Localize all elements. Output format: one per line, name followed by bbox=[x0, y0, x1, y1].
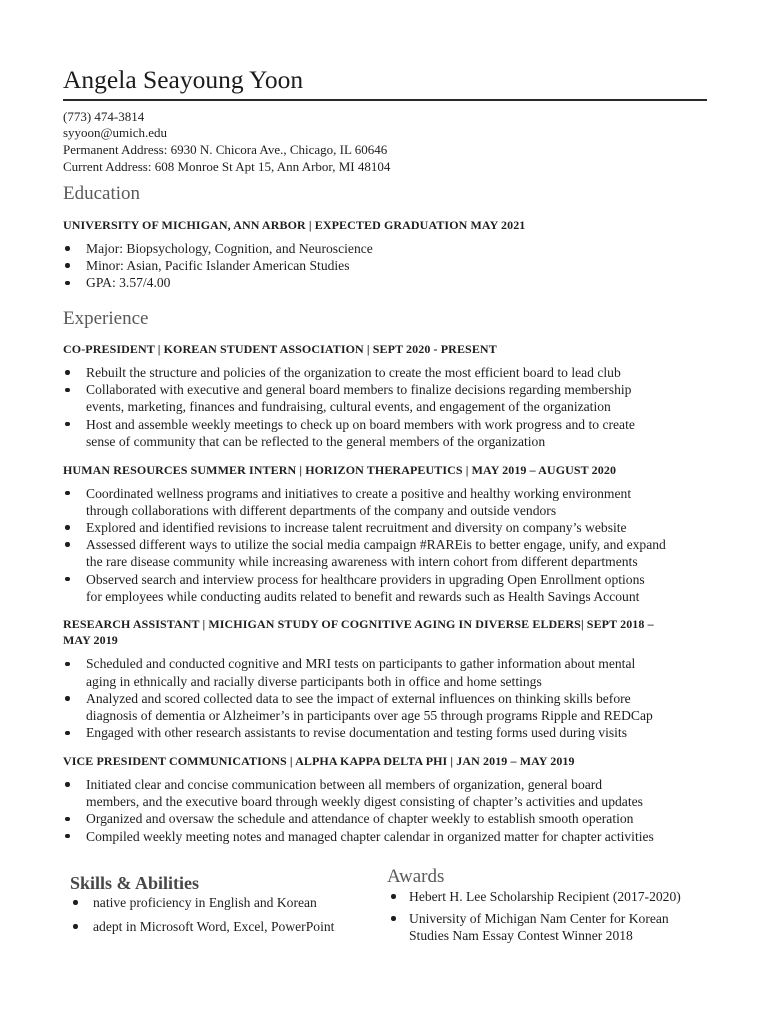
bullet-text bbox=[409, 888, 727, 905]
bullet-text bbox=[86, 381, 707, 415]
entry-title bbox=[63, 753, 707, 769]
bullet-text bbox=[86, 776, 707, 810]
bullet-icon bbox=[73, 900, 78, 905]
bullet-text-line: University of Michigan Nam Center for Korean bbox=[409, 911, 669, 926]
bullet-text bbox=[93, 894, 370, 911]
bullet-text-line: Minor: Asian, Pacific Islander American Studies bbox=[86, 258, 350, 274]
bullet-text-line: events, marketing, finances and fundraising, cultural events, and engagement of the organization bbox=[86, 399, 611, 415]
entry-title-line: MAY 2019 bbox=[63, 633, 118, 648]
bullet-icon bbox=[65, 782, 70, 787]
bullet-text bbox=[86, 257, 707, 274]
bullet-icon bbox=[65, 370, 70, 375]
bullet-item bbox=[63, 485, 707, 519]
awards-section bbox=[387, 866, 727, 944]
bullet-item bbox=[70, 894, 370, 911]
entry-title bbox=[63, 616, 707, 648]
bullet-item bbox=[63, 519, 707, 536]
bullet-icon bbox=[65, 731, 70, 736]
bullet-item bbox=[63, 257, 707, 274]
bullet-icon bbox=[65, 491, 70, 496]
entry-title-line: CO-PRESIDENT | KOREAN STUDENT ASSOCIATION | SEPT 2020 - PRESENT bbox=[63, 342, 497, 357]
experience-entries bbox=[63, 341, 707, 845]
bullet-text bbox=[93, 918, 370, 935]
resume-entry bbox=[63, 462, 707, 605]
awards-list-container bbox=[387, 888, 727, 944]
bullet-text bbox=[86, 485, 707, 519]
bullet-icon bbox=[65, 696, 70, 701]
contact-block bbox=[63, 109, 707, 176]
bullet-text bbox=[86, 828, 707, 845]
bullet-list bbox=[387, 888, 727, 944]
bullet-text-line: Rebuilt the structure and policies of the organization to create the most efficient board to lead club bbox=[86, 365, 621, 381]
bullet-text bbox=[86, 536, 707, 570]
bullet-item bbox=[63, 810, 707, 827]
bullet-text bbox=[86, 690, 707, 724]
experience-section bbox=[63, 308, 707, 845]
bullet-item bbox=[63, 690, 707, 724]
skills-heading: Skills & Abilities bbox=[70, 873, 200, 893]
resume-entry bbox=[63, 341, 707, 450]
bullet-text bbox=[86, 655, 707, 689]
bullet-icon bbox=[65, 577, 70, 582]
bullet-icon bbox=[65, 817, 70, 822]
bullet-text bbox=[86, 274, 707, 291]
bullet-text-line: native proficiency in English and Korean bbox=[93, 895, 317, 910]
entry-title-line: UNIVERSITY OF MICHIGAN, ANN ARBOR | EXPECTED GRADUATION MAY 2021 bbox=[63, 217, 526, 232]
bullet-icon bbox=[73, 924, 78, 929]
education-section bbox=[63, 183, 707, 291]
education-entries bbox=[63, 217, 707, 292]
bullet-text-line: Observed search and interview process for healthcare providers in upgrading Open Enrollment options bbox=[86, 571, 645, 587]
bullet-text-line: Host and assemble weekly meetings to check up on board members with work progress and to create bbox=[86, 416, 635, 432]
bullet-item bbox=[63, 828, 707, 845]
contact-phone: (773) 474-3814 bbox=[63, 108, 145, 124]
bullet-item bbox=[63, 776, 707, 810]
bullet-text-line: GPA: 3.57/4.00 bbox=[86, 275, 171, 291]
bullet-text-line: Assessed different ways to utilize the social media campaign #RAREis to better engage, unify, and expand bbox=[86, 537, 666, 553]
bullet-item bbox=[387, 910, 727, 944]
bullet-text bbox=[86, 810, 707, 827]
bullet-text-line: Hebert H. Lee Scholarship Recipient (2017-2020) bbox=[409, 889, 681, 904]
bullet-icon bbox=[65, 525, 70, 530]
bullet-icon bbox=[65, 263, 70, 268]
bullet-text bbox=[409, 910, 727, 944]
bullet-icon bbox=[391, 894, 396, 899]
entry-title bbox=[63, 217, 707, 233]
contact-permanent-address: Permanent Address: 6930 N. Chicora Ave., Chicago, IL 60646 bbox=[63, 142, 388, 157]
bullet-icon bbox=[391, 916, 396, 921]
bullet-icon bbox=[65, 542, 70, 547]
bullet-text-line: the rare disease community while increasing awareness with intern cohort from different departments bbox=[86, 554, 638, 570]
resume-main-column bbox=[63, 0, 707, 845]
contact-current-address: Current Address: 608 Monroe St Apt 15, Ann Arbor, MI 48104 bbox=[63, 158, 391, 174]
bullet-text-line: Organized and oversaw the schedule and attendance of chapter weekly to establish smooth operation bbox=[86, 811, 634, 827]
bullet-item bbox=[63, 536, 707, 570]
skills-list-container bbox=[70, 894, 370, 935]
bullet-text-line: sense of community that can be reflected to the general members of the organization bbox=[86, 433, 546, 449]
bullet-item bbox=[63, 724, 707, 741]
bullet-text-line: for employees while conducting audits related to benefit and rewards such as Health Savings Account bbox=[86, 588, 640, 604]
bullet-item bbox=[63, 416, 707, 450]
skills-section bbox=[70, 872, 370, 935]
bullet-icon bbox=[65, 388, 70, 393]
bullet-text bbox=[86, 571, 707, 605]
bullet-text-line: diagnosis of dementia or Alzheimer’s in participants over age 55 through programs Ripple and REDCap bbox=[86, 708, 653, 724]
bullet-text bbox=[86, 724, 707, 741]
bullet-text-line: Collaborated with executive and general board members to finalize decisions regarding membership bbox=[86, 382, 632, 398]
entry-title bbox=[63, 462, 707, 478]
bullet-icon bbox=[65, 662, 70, 667]
bullet-item bbox=[70, 918, 370, 935]
bullet-text bbox=[86, 416, 707, 450]
bullet-item bbox=[63, 655, 707, 689]
bullet-text-line: Initiated clear and concise communication between all members of organization, general board bbox=[86, 776, 603, 792]
bullet-list bbox=[70, 894, 370, 935]
entry-title-line: VICE PRESIDENT COMMUNICATIONS | ALPHA KAPPA DELTA PHI | JAN 2019 – MAY 2019 bbox=[63, 753, 575, 768]
bullet-text bbox=[86, 519, 707, 536]
bullet-item bbox=[63, 381, 707, 415]
bullet-icon bbox=[65, 246, 70, 251]
bullet-item bbox=[63, 571, 707, 605]
resume-entry bbox=[63, 616, 707, 741]
bullet-text-line: members, and the executive board through weekly digest consisting of chapter’s activities and updates bbox=[86, 794, 643, 810]
bullet-text-line: through collaborations with different departments of the company and outside vendors bbox=[86, 502, 557, 518]
bullet-item bbox=[63, 364, 707, 381]
resume-entry bbox=[63, 217, 707, 292]
bullet-item bbox=[63, 274, 707, 291]
bullet-icon bbox=[65, 422, 70, 427]
bullet-text bbox=[86, 364, 707, 381]
bullet-list bbox=[63, 485, 707, 605]
resume-entry bbox=[63, 753, 707, 845]
contact-email: syyoon@umich.edu bbox=[63, 125, 168, 141]
entry-title-line: HUMAN RESOURCES SUMMER INTERN | HORIZON THERAPEUTICS | MAY 2019 – AUGUST 2020 bbox=[63, 462, 617, 477]
education-heading: Education bbox=[63, 183, 141, 205]
bullet-text bbox=[86, 240, 707, 257]
bullet-item bbox=[387, 888, 727, 905]
bullet-text-line: Scheduled and conducted cognitive and MRI tests on participants to gather information about mental bbox=[86, 656, 636, 672]
bullet-text-line: Coordinated wellness programs and initiatives to create a positive and healthy working environment bbox=[86, 485, 632, 501]
experience-heading: Experience bbox=[63, 307, 149, 329]
entry-title-line: RESEARCH ASSISTANT | MICHIGAN STUDY OF COGNITIVE AGING IN DIVERSE ELDERS| SEPT 2018 – bbox=[63, 617, 654, 632]
bullet-list bbox=[63, 364, 707, 450]
bullet-list bbox=[63, 240, 707, 292]
bullet-text-line: Explored and identified revisions to increase talent recruitment and diversity on company’s website bbox=[86, 519, 627, 535]
bullet-item bbox=[63, 240, 707, 257]
header-divider bbox=[63, 99, 707, 101]
bullet-text-line: Compiled weekly meeting notes and managed chapter calendar in organized matter for chapter activities bbox=[86, 828, 654, 844]
entry-title bbox=[63, 341, 707, 357]
awards-heading: Awards bbox=[387, 866, 445, 887]
bullet-text-line: Major: Biopsychology, Cognition, and Neuroscience bbox=[86, 240, 373, 256]
bullet-text-line: adept in Microsoft Word, Excel, PowerPoint bbox=[93, 919, 335, 934]
bullet-text-line: Studies Nam Essay Contest Winner 2018 bbox=[409, 928, 633, 943]
bullet-icon bbox=[65, 281, 70, 286]
candidate-name: Angela Seayoung Yoon bbox=[63, 65, 304, 94]
bullet-list bbox=[63, 655, 707, 741]
bullet-text-line: Engaged with other research assistants to revise documentation and testing forms used during visits bbox=[86, 725, 627, 741]
bullet-list bbox=[63, 776, 707, 845]
bullet-text-line: aging in ethnically and racially diverse participants both in office and home settings bbox=[86, 673, 542, 689]
bullet-icon bbox=[65, 834, 70, 839]
bullet-text-line: Analyzed and scored collected data to see the impact of external influences on thinking skills before bbox=[86, 690, 631, 706]
